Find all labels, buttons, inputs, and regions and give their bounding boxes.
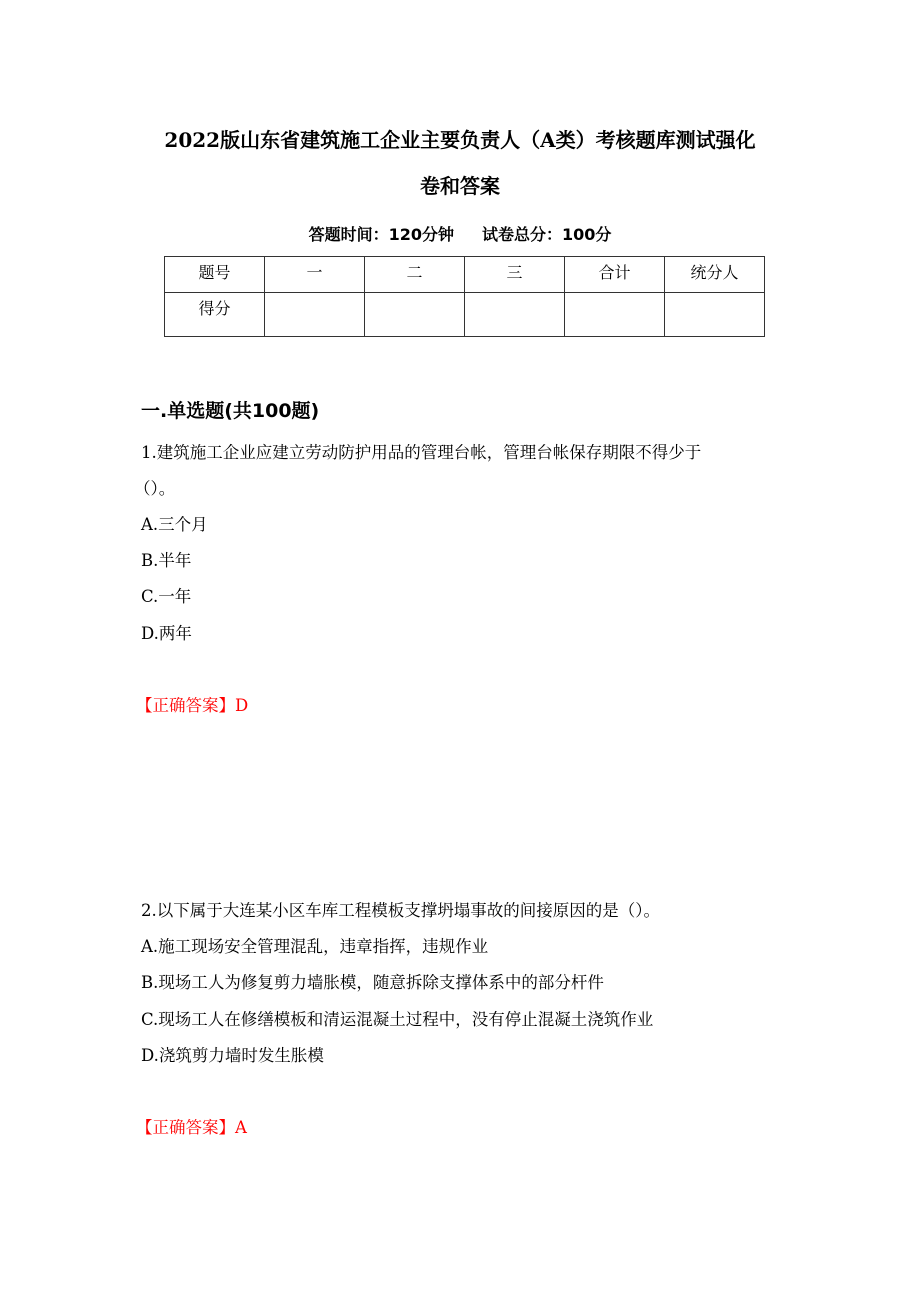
exam-info [0,222,920,245]
header-cell: 统分人 [665,257,765,293]
question-1-answer: 【正确答案】D [136,696,249,715]
question-2-answer: 【正确答案】A [136,1118,247,1137]
question-2-stem: 2.以下属于大连某小区车库工程模板支撑坍塌事故的间接原因的是（）。 [141,901,660,920]
score-cell [665,293,765,337]
question-2-option-c: C.现场工人在修缮模板和清运混凝土过程中，没有停止混凝土浇筑作业 [141,1010,654,1029]
header-cell: 题号 [165,257,265,293]
score-cell [565,293,665,337]
score-cell [265,293,365,337]
score-table [164,256,765,337]
question-1-option-d: D.两年 [141,624,192,643]
score-cell [365,293,465,337]
exam-time: 答题时间：120分钟 [308,225,454,244]
question-1-option-c: C.一年 [141,587,192,606]
exam-total: 试卷总分：100分 [482,225,612,244]
question-1-stem-cont: （）。 [134,479,176,498]
section-heading: 一.单选题(共100题) [141,400,320,422]
header-cell: 二 [365,257,465,293]
question-1-stem: 1.建筑施工企业应建立劳动防护用品的管理台帐，管理台帐保存期限不得少于 [141,443,702,462]
row-label: 得分 [165,293,265,337]
question-2-option-d: D.浇筑剪力墙时发生胀模 [141,1046,324,1065]
title-line-1: 2022版山东省建筑施工企业主要负责人（A类）考核题库测试强化 [164,128,756,152]
title-line-2: 卷和答案 [420,174,500,198]
header-cell: 一 [265,257,365,293]
question-1-option-a: A.三个月 [141,515,208,534]
question-2-option-b: B.现场工人为修复剪力墙胀模，随意拆除支撑体系中的部分杆件 [141,973,604,992]
score-cell [465,293,565,337]
header-cell: 三 [465,257,565,293]
question-1-option-b: B.半年 [141,551,192,570]
header-cell: 合计 [565,257,665,293]
question-2-option-a: A.施工现场安全管理混乱，违章指挥，违规作业 [141,937,489,956]
